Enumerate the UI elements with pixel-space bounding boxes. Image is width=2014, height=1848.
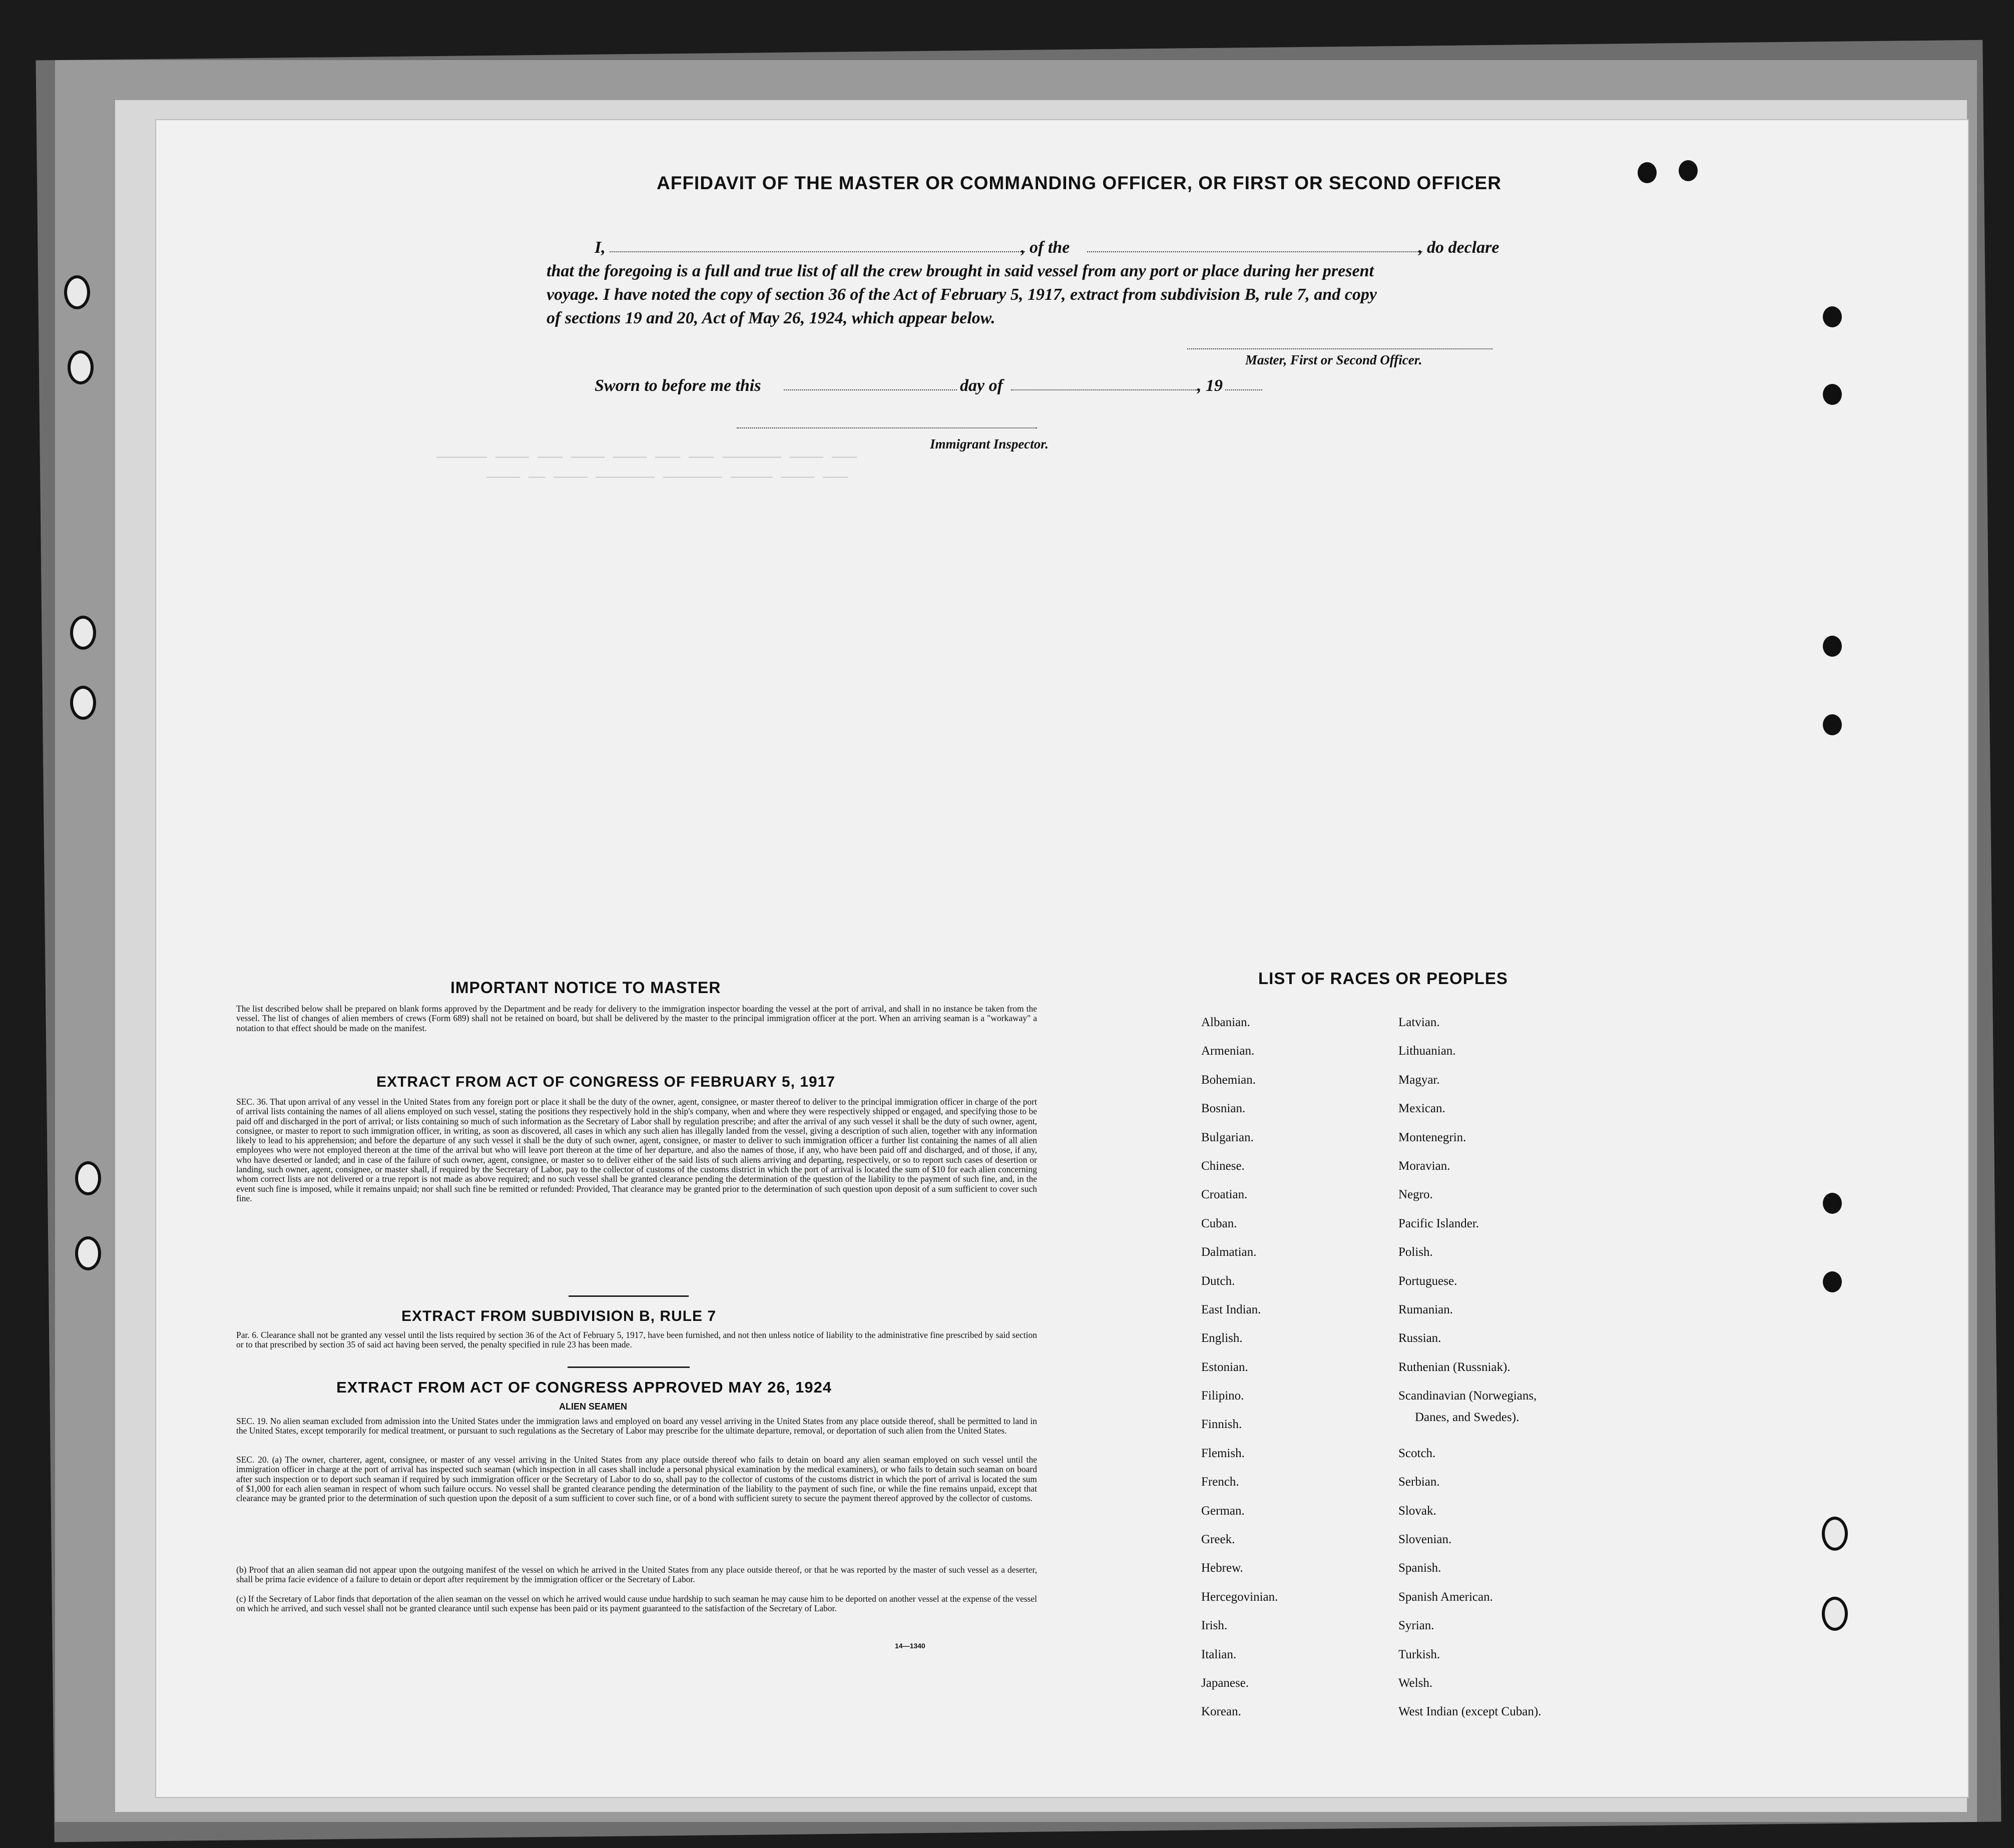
punch-hole xyxy=(1823,384,1842,405)
binder-hole xyxy=(64,275,90,309)
month-blank xyxy=(1011,389,1197,390)
race-item: Lithuanian. xyxy=(1398,1044,1456,1058)
race-item: Mexican. xyxy=(1398,1102,1445,1116)
race-item: Irish. xyxy=(1201,1619,1228,1633)
race-item: Armenian. xyxy=(1201,1044,1255,1058)
notice-title: IMPORTANT NOTICE TO MASTER xyxy=(450,979,721,997)
race-item: Montenegrin. xyxy=(1398,1130,1466,1144)
affidavit-i: I, xyxy=(595,238,606,257)
signature-blank xyxy=(1187,348,1492,349)
race-item: Japanese. xyxy=(1201,1676,1249,1690)
race-item: Croatian. xyxy=(1201,1188,1248,1202)
punch-hole xyxy=(1822,1517,1848,1551)
race-item: Cuban. xyxy=(1201,1216,1237,1230)
races-column-2 xyxy=(1398,1016,1541,1734)
rule7-title: EXTRACT FROM SUBDIVISION B, RULE 7 xyxy=(401,1308,717,1324)
races-column-1 xyxy=(1201,1016,1278,1734)
race-item: Bosnian. xyxy=(1201,1102,1246,1116)
name-blank xyxy=(610,251,1025,252)
race-item: Dalmatian. xyxy=(1201,1245,1257,1259)
extract-1924-title: EXTRACT FROM ACT OF CONGRESS APPROVED MAY 26, 1924 xyxy=(336,1378,832,1396)
race-item: Scotch. xyxy=(1398,1446,1436,1460)
alien-seamen-subtitle: ALIEN SEAMEN xyxy=(559,1402,628,1412)
race-item: Moravian. xyxy=(1398,1159,1450,1173)
race-item: Korean. xyxy=(1201,1705,1241,1719)
race-item: Spanish. xyxy=(1398,1561,1441,1575)
race-item: Welsh. xyxy=(1398,1676,1433,1690)
race-item: Magyar. xyxy=(1398,1073,1440,1087)
race-item: English. xyxy=(1201,1331,1243,1345)
race-item: East Indian. xyxy=(1201,1302,1261,1316)
extract-1917-title: EXTRACT FROM ACT OF CONGRESS OF FEBRUARY 5, 1917 xyxy=(376,1074,835,1090)
punch-hole xyxy=(1823,636,1842,657)
race-item: Slovenian. xyxy=(1398,1533,1452,1547)
affidavit-title: AFFIDAVIT OF THE MASTER OR COMMANDING OFFICER, OR FIRST OR SECOND OFFICER xyxy=(657,173,1501,193)
punch-hole xyxy=(1638,162,1657,183)
race-item: Bulgarian. xyxy=(1201,1130,1254,1144)
race-item: Bohemian. xyxy=(1201,1073,1256,1087)
section-divider xyxy=(568,1366,690,1368)
sec20c-text: (c) If the Secretary of Labor finds that deportation of the alien seaman on the vessel on which he arrived would cause undue hardship to such seaman he may cause him to be deported on another vessel at the expense of the vessel on which he arrived, and such vessel shall not be granted clearance until such expense has been paid or its payment guaranteed to the satisfaction of the Secretary of Labor. xyxy=(236,1594,1037,1614)
punch-hole xyxy=(1823,714,1842,735)
punch-hole xyxy=(1823,1193,1842,1214)
bleed-through-text: ──── ── ──── ─────── ─────── ───── ──── ─── xyxy=(486,471,848,486)
affidavit-line: that the foregoing is a full and true list of all the crew brought in said vessel from any port or place during her present xyxy=(547,262,1374,280)
sworn-year: , 19 xyxy=(1197,376,1223,395)
affidavit-page xyxy=(156,120,1968,1797)
punch-hole xyxy=(1679,160,1698,181)
races-title: LIST OF RACES OR PEOPLES xyxy=(1258,969,1508,988)
sec19-text: SEC. 19. No alien seaman excluded from admission into the United States under the immigration laws and employed on board any vessel arriving in the United States from any place outside thereof, shall be permitted to land in the United States, except temporarily for medical treatment, or pursuant to such regulations as the Secretary of Labor may prescribe for the ultimate departure, removal, or deportation of such alien from the United States. xyxy=(236,1416,1037,1436)
day-blank xyxy=(784,389,957,390)
race-item: Finnish. xyxy=(1201,1418,1242,1432)
race-item: Hercegovinian. xyxy=(1201,1590,1278,1604)
binder-hole xyxy=(70,686,96,720)
race-item: German. xyxy=(1201,1504,1245,1518)
affidavit-declare: , do declare xyxy=(1418,238,1499,257)
race-item: Scandinavian (Norwegians, xyxy=(1398,1389,1537,1403)
race-item: Rumanian. xyxy=(1398,1302,1453,1316)
punch-hole xyxy=(1822,1597,1848,1631)
race-item: Latvian. xyxy=(1398,1016,1440,1029)
race-item: Ruthenian (Russniak). xyxy=(1398,1360,1510,1374)
form-number: 14—1340 xyxy=(895,1642,925,1650)
race-item: Hebrew. xyxy=(1201,1561,1243,1575)
year-blank xyxy=(1225,389,1262,390)
race-item: Danes, and Swedes). xyxy=(1415,1411,1520,1424)
race-item: Serbian. xyxy=(1398,1475,1440,1489)
notice-text: The list described below shall be prepared on blank forms approved by the Department and be ready for delivery to the immigration inspector boarding the vessel at the port of arrival, and shall in no instance be taken from the vessel. The list of changes of alien members of crews (Form 689) shall not be retained on board, but shall be delivered by the master to the principal immigration officer at the port. When an arriving seaman is a "workaway" a notation to that effect should be made on the manifest. xyxy=(236,1004,1037,1033)
affidavit-line: voyage. I have noted the copy of section 36 of the Act of February 5, 1917, extract from subdivision B, rule 7, and copy xyxy=(547,285,1377,304)
race-item: Turkish. xyxy=(1398,1647,1440,1661)
sec20a-text: SEC. 20. (a) The owner, charterer, agent, consignee, or master of any vessel arriving in the United States from any place outside thereof who fails to detain on board any alien seaman employed on such vessel until the immigration officer in charge at the port of arrival has inspected such seaman (which inspection in all cases shall include a personal physical examination by the medical examiners), or who fails to detain such seaman on board after such inspection or to deport such seaman if required by such immigration officer or the Secretary of Labor to do so, shall pay to the collector of customs of the customs district in which the port of arrival is located the sum of $1,000 for each alien seaman in respect of whom such failure occurs. No vessel shall be granted clearance pending the determination of the liability to the payment of such fine, or while the fine remains unpaid, except that clearance may be granted prior to the determination of such question upon the deposit of a sum sufficient to cover such fine, or of a bond with sufficient surety to secure the payment thereof approved by the collector of customs. xyxy=(236,1455,1037,1504)
race-item: Russian. xyxy=(1398,1331,1441,1345)
binder-hole xyxy=(75,1236,101,1270)
race-item: Estonian. xyxy=(1201,1360,1248,1374)
inspector-label: Immigrant Inspector. xyxy=(930,436,1049,451)
sworn-day-of: day of xyxy=(960,376,1003,395)
race-item: French. xyxy=(1201,1475,1239,1489)
binder-hole xyxy=(68,350,94,384)
punch-hole xyxy=(1823,306,1842,327)
section-divider xyxy=(569,1295,689,1297)
race-item: Negro. xyxy=(1398,1188,1433,1202)
race-item: Spanish American. xyxy=(1398,1590,1493,1604)
binder-hole xyxy=(75,1161,101,1195)
race-item: Dutch. xyxy=(1201,1274,1235,1288)
race-item: Italian. xyxy=(1201,1647,1237,1661)
sworn-prefix: Sworn to before me this xyxy=(595,376,761,395)
binder-hole xyxy=(70,616,96,650)
race-item: Syrian. xyxy=(1398,1619,1434,1633)
inspector-blank xyxy=(737,427,1037,428)
rule7-text: Par. 6. Clearance shall not be granted any vessel until the lists required by section 36 of the Act of February 5, 1917, have been furnished, and not then unless notice of liability to the administrative fine prescribed by said section or to that prescribed by section 35 of said act having been served, the penalty specified in rule 23 has been made. xyxy=(236,1330,1037,1350)
vessel-blank xyxy=(1087,251,1422,252)
race-item: Filipino. xyxy=(1201,1389,1244,1403)
race-item: Pacific Islander. xyxy=(1398,1216,1479,1230)
race-item: Portuguese. xyxy=(1398,1274,1457,1288)
race-item: Greek. xyxy=(1201,1533,1235,1547)
bleed-through-text: ────── ──── ─── ──── ──── ─── ─── ─────── ──── ─── xyxy=(436,450,857,466)
affidavit-line: of sections 19 and 20, Act of May 26, 1924, which appear below. xyxy=(547,309,995,327)
affidavit-of-the: , of the xyxy=(1021,238,1070,257)
sec20b-text: (b) Proof that an alien seaman did not appear upon the outgoing manifest of the vessel on which he arrived in the United States from any place outside thereof, or that he was reported by the master of such vessel as a deserter, shall be prima facie evidence of a failure to detain or deport after requirement by the immigration officer or the Secretary of Labor. xyxy=(236,1565,1037,1585)
race-item: Slovak. xyxy=(1398,1504,1436,1518)
race-item: Polish. xyxy=(1398,1245,1433,1259)
race-item: Albanian. xyxy=(1201,1016,1250,1029)
extract-1917-text: SEC. 36. That upon arrival of any vessel in the United States from any foreign port or place it shall be the duty of the owner, agent, consignee, or master thereof to deliver to the principal immigration officer in charge of the port of arrival lists containing the names of all aliens employed on such vessel, stating the positions they respectively hold in the ship's company, when and where they were respectively shipped or engaged, and specifying those to be paid off and discharged in the port of arrival; or lists containing so much of such information as the Secretary of Labor shall by regulation prescribe; and after the arrival of any such vessel it shall be the duty of such owner, agent, consignee, or master to report to such immigration officer, in writing, as soon as discovered, all cases in which any such alien has illegally landed from the vessel, giving a description of such alien, together with any information likely to lead to his apprehension; and before the departure of any such vessel it shall be the duty of such owner, agent, consignee, or master to deliver to such immigration officer a further list containing the names of all alien employees who were not employed thereon at the time of the arrival but who will leave port thereon at the time of her departure, and also the names of those, if any, who have been paid off and discharged, and of those, if any, who have deserted or landed; and in case of the failure of such owner, agent, consignee, or master so to deliver either of the said lists of such aliens arriving and departing, respectively, or so to report such cases of desertion or landing, such owner, agent, consignee, or master shall, if required by the Secretary of Labor, pay to the collector of customs of the customs district in which the port of arrival is located the sum of $10 for each alien concerning whom correct lists are not delivered or a true report is not made as above required; and no such vessel shall be granted clearance pending the determination of the question of the liability to the payment of such fine, and, in the event such fine is imposed, while it remains unpaid; nor shall such fine be remitted or refunded: Provided, That clearance may be granted prior to the determination of such question upon deposit of a sum sufficient to cover such fine. xyxy=(236,1097,1037,1203)
race-item: Flemish. xyxy=(1201,1446,1245,1460)
signature-label: Master, First or Second Officer. xyxy=(1245,352,1422,367)
race-item: West Indian (except Cuban). xyxy=(1398,1705,1542,1719)
punch-hole xyxy=(1823,1271,1842,1292)
race-item: Chinese. xyxy=(1201,1159,1245,1173)
